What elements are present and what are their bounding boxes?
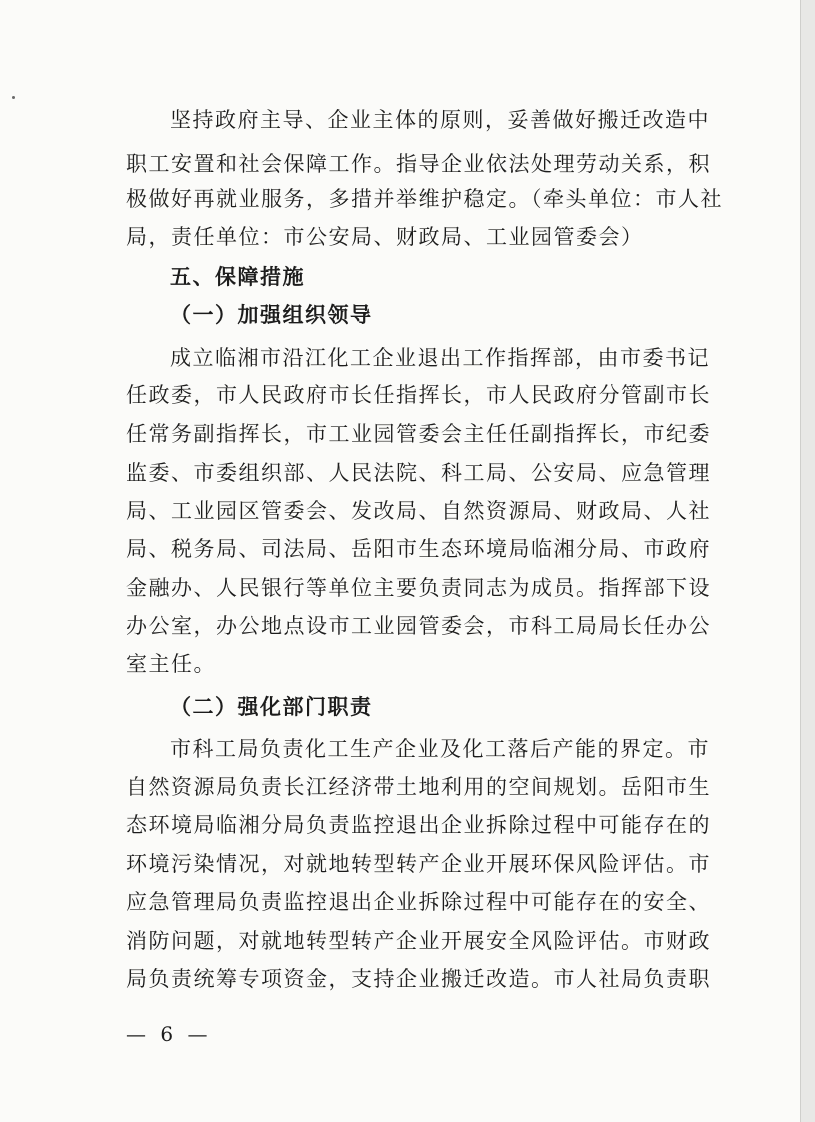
body-line: 应急管理局负责监控退出企业拆除过程中可能存在的安全、 bbox=[126, 890, 711, 914]
page-number: — 6 — bbox=[126, 1022, 212, 1046]
body-line: 职工安置和社会保障工作。指导企业依法处理劳动关系，积 bbox=[126, 152, 711, 176]
body-line: 坚持政府主导、企业主体的原则，妥善做好搬迁改造中 bbox=[170, 108, 710, 132]
body-line: 室主任。 bbox=[126, 652, 216, 676]
body-line: 市科工局负责化工生产企业及化工落后产能的界定。市 bbox=[170, 737, 710, 761]
scan-speck bbox=[12, 96, 15, 99]
body-line: 消防问题，对就地转型转产企业开展安全风险评估。市财政 bbox=[126, 929, 711, 953]
body-line: 态环境局临湘分局负责监控退出企业拆除过程中可能存在的 bbox=[126, 813, 711, 837]
body-line: 极做好再就业服务，多措并举维护稳定。（牵头单位：市人社 bbox=[126, 187, 723, 211]
body-line: 任政委，市人民政府市长任指挥长，市人民政府分管副市长 bbox=[126, 383, 711, 407]
body-line: 监委、市委组织部、人民法院、科工局、公安局、应急管理 bbox=[126, 461, 711, 485]
body-line: 自然资源局负责长江经济带土地利用的空间规划。岳阳市生 bbox=[126, 775, 711, 799]
body-line: 局负责统筹专项资金，支持企业搬迁改造。市人社局负责职 bbox=[126, 967, 711, 991]
body-line: 金融办、人民银行等单位主要负责同志为成员。指挥部下设 bbox=[126, 576, 711, 600]
body-line: 局、工业园区管委会、发改局、自然资源局、财政局、人社 bbox=[126, 499, 711, 523]
section-heading: 五、保障措施 bbox=[170, 265, 305, 289]
subsection-heading: （一）加强组织领导 bbox=[170, 303, 373, 327]
body-line: 局，责任单位：市公安局、财政局、工业园管委会） bbox=[126, 225, 644, 249]
body-line: 环境污染情况，对就地转型转产企业开展环保风险评估。市 bbox=[126, 852, 711, 876]
body-line: 办公室，办公地点设市工业园管委会，市科工局局长任办公 bbox=[126, 614, 711, 638]
scan-edge bbox=[800, 0, 815, 1122]
body-line: 任常务副指挥长，市工业园管委会主任任副指挥长，市纪委 bbox=[126, 422, 711, 446]
body-line: 成立临湘市沿江化工企业退出工作指挥部，由市委书记 bbox=[170, 346, 710, 370]
body-line: 局、税务局、司法局、岳阳市生态环境局临湘分局、市政府 bbox=[126, 537, 711, 561]
subsection-heading: （二）强化部门职责 bbox=[170, 695, 373, 719]
